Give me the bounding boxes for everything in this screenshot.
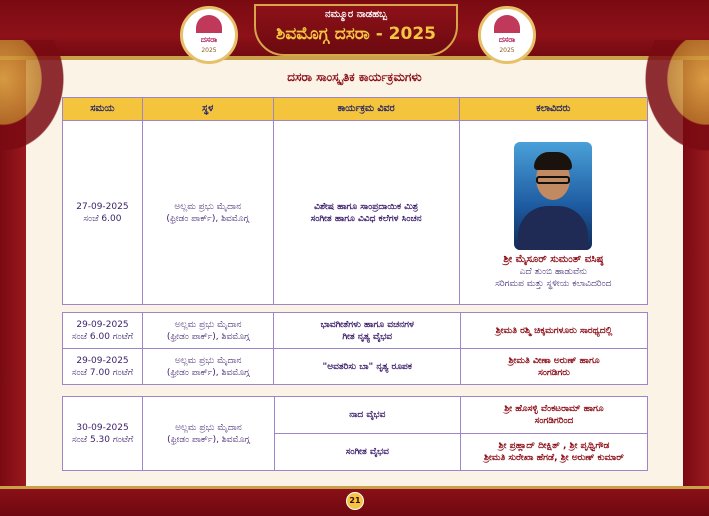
venue-line1: ಅಲ್ಲಮ ಪ್ರಭು ಮೈದಾನ (175, 422, 242, 433)
artist-line3: ಸರಿಗಮಪ ಮತ್ತು ಸ್ಥಳೀಯ ಕಲಾವಿದರಿಂದ (495, 278, 612, 289)
artist-cell (461, 313, 648, 349)
program-cell (274, 397, 460, 434)
program-line1: ಭಾವಗೀತೆಗಳು ಹಾಗೂ ವಚನಗಳ (320, 319, 414, 330)
program-cell (274, 434, 460, 471)
artist-photo (514, 142, 592, 250)
schedule-table-2 (62, 312, 648, 385)
artist-a-line1: ಶ್ರೀ ಹೊಸಳ್ಳಿ ವೆಂಕಟರಾಮ್ ಹಾಗೂ (504, 404, 604, 414)
artist-b-line2: ಶ್ರೀಮತಿ ಸುರೇಖಾ ಹೆಗಡೆ, ಶ್ರೀ ಅರುಣ್ ಕುಮಾರ್ (483, 453, 624, 463)
venue-line2: (ಫ್ರೀಡಂ ಪಾರ್ಕ್), ಶಿವಮೊಗ್ಗ (166, 213, 250, 224)
artist-cell (460, 434, 647, 471)
artist-b-line1: ಶ್ರೀ ಪ್ರಹ್ಲಾದ್ ದೀಕ್ಷಿತ್ , ಶ್ರೀ ಪೃಥ್ವಿಗೌಡ (498, 441, 610, 451)
event-time: ಸಂಜೆ 6.00 ಗಂಟೆಗೆ (71, 331, 134, 342)
section-title: ದಸರಾ ಸಾಂಸ್ಕೃತಿಕ ಕಾರ್ಯಕ್ರಮಗಳು (287, 70, 422, 84)
header-venue: ಸ್ಥಳ (142, 98, 273, 121)
program-cell (273, 121, 459, 305)
artist-a-line2: ಸಂಗಡಿಗರಿಂದ (534, 416, 574, 426)
venue-line2: (ಫ್ರೀಡಂ ಪಾರ್ಕ್), ಶಿವಮೊಗ್ಗ (166, 367, 250, 378)
header-program: ಕಾರ್ಯಕ್ರಮ ವಿವರ (273, 98, 459, 121)
program-cell (274, 313, 461, 349)
program-line2: ಗೀತ ನೃತ್ಯ ವೈಭವ (342, 331, 393, 342)
program-line1: ವಿಶೇಷ ಹಾಗೂ ಸಾಂಪ್ರದಾಯಿಕ ಮಿಶ್ರ (314, 201, 419, 212)
artist-line2: ಎದೆ ತುಂಬಿ ಹಾಡುವೆನು (519, 266, 587, 277)
venue-line2: (ಫ್ರೀಡಂ ಪಾರ್ಕ್), ಶಿವಮೊಗ್ಗ (167, 434, 250, 445)
time-cell (63, 349, 143, 385)
logo-text: ದಸರಾ (200, 35, 218, 44)
venue-cell (143, 313, 274, 349)
table-row (63, 349, 648, 385)
artist-cell (459, 121, 647, 305)
schedule-table-3 (62, 396, 648, 471)
venue-cell (143, 349, 274, 385)
venue-cell (143, 397, 275, 471)
header-time: ಸಮಯ (63, 98, 143, 121)
palace-arch-icon (494, 15, 520, 33)
event-time: ಸಂಜೆ 6.00 (83, 213, 122, 224)
title-plaque (254, 4, 458, 56)
palace-arch-icon (196, 15, 222, 33)
program-line2: ಸಂಗೀತ ಹಾಗೂ ವಿವಿಧ ಕಲೆಗಳ ಸಿಂಚನ (310, 213, 422, 224)
logo-text: ದಸರಾ (498, 35, 516, 44)
program-a: ನಾದ ವೈಭವ (349, 410, 386, 420)
header-subtitle: ನಮ್ಮೂರ ನಾಡಹಬ್ಬ (325, 9, 387, 20)
artist-cell (461, 349, 648, 385)
time-cell (63, 121, 143, 305)
artist-name: ಶ್ರೀಮತಿ ರಶ್ಮಿ ಚಿಕ್ಕಮಗಳೂರು ಸಾರಥ್ಯದಲ್ಲಿ (495, 325, 613, 336)
artist-line2: ಸಂಗಡಿಗರು (538, 367, 570, 378)
artist-name: ಶ್ರೀ ಮೈಸೂರ್ ಸುಮಂತ್ ವಸಿಷ್ಠ (503, 253, 604, 265)
page-number: 21 (346, 492, 364, 510)
artist-cell (460, 397, 647, 434)
event-time: ಸಂಜೆ 7.00 ಗಂಟೆಗೆ (71, 367, 134, 378)
logo-year: 2025 (499, 47, 515, 54)
table-row (63, 121, 648, 305)
venue-line1: ಅಲ್ಲಮ ಪ್ರಭು ಮೈದಾನ (174, 355, 242, 366)
venue-line2: (ಫ್ರೀಡಂ ಪಾರ್ಕ್), ಶಿವಮೊಗ್ಗ (166, 331, 250, 342)
dasara-logo-left (180, 6, 238, 64)
venue-line1: ಅಲ್ಲಮ ಪ್ರಭು ಮೈದಾನ (174, 201, 242, 212)
event-date: 30-09-2025 (76, 422, 129, 433)
glasses-icon (536, 176, 570, 184)
artist-line1: ಶ್ರೀಮತಿ ವೀಣಾ ಅರುಣ್ ಹಾಗೂ (508, 355, 600, 366)
dasara-logo-right (478, 6, 536, 64)
program-b: ಸಂಗೀತ ವೈಭವ (345, 447, 389, 457)
logo-year: 2025 (201, 47, 217, 54)
event-time: ಸಂಜೆ 5.30 ಗಂಟೆಗೆ (71, 434, 134, 445)
event-date: 29-09-2025 (76, 319, 129, 330)
table-row (63, 313, 648, 349)
header-title: ಶಿವಮೊಗ್ಗ ದಸರಾ - 2025 (276, 24, 436, 44)
program-line1: "ಅವತರಿಸು ಬಾ" ನೃತ್ಯ ರೂಪಕ (322, 361, 412, 372)
program-cell (274, 349, 461, 385)
venue-cell (142, 121, 273, 305)
event-date: 27-09-2025 (76, 201, 129, 212)
schedule-table-1 (62, 97, 648, 305)
venue-line1: ಅಲ್ಲಮ ಪ್ರಭು ಮೈದಾನ (174, 319, 242, 330)
time-cell (63, 313, 143, 349)
event-date: 29-09-2025 (76, 355, 129, 366)
time-cell (63, 397, 143, 471)
table-row (63, 397, 648, 434)
header-artists: ಕಲಾವಿದರು (459, 98, 647, 121)
table-header-row (63, 98, 648, 121)
